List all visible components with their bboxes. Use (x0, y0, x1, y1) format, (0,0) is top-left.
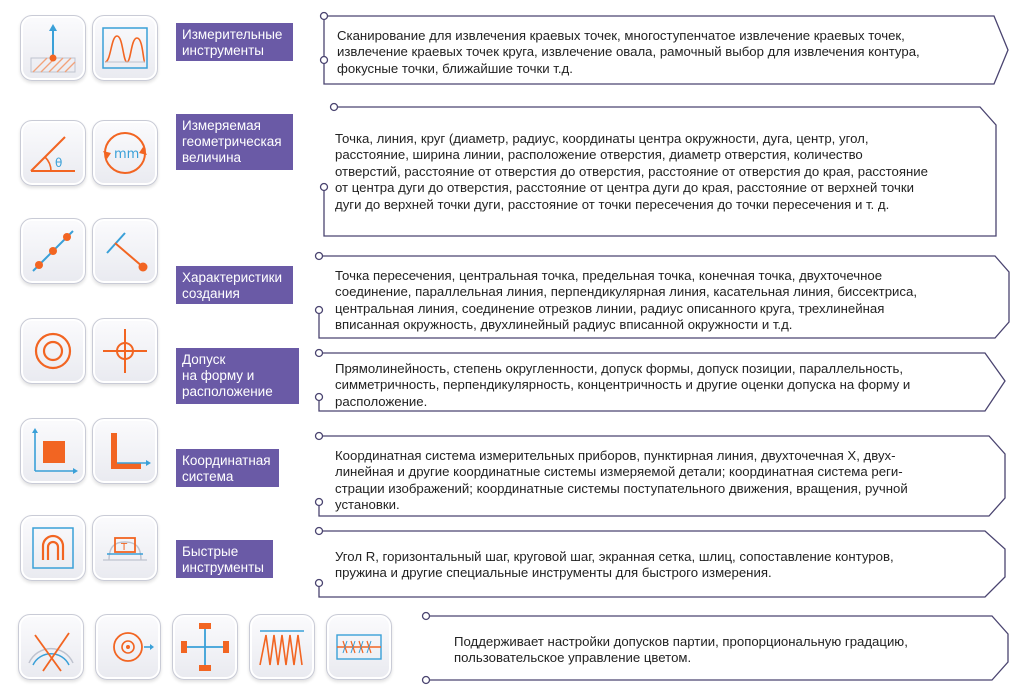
tile-r-angle[interactable] (20, 515, 86, 581)
svg-text:mm: mm (114, 147, 140, 162)
circle-target-icon (96, 615, 160, 679)
profile-scan-icon (93, 16, 157, 80)
line-points-icon (21, 219, 85, 283)
row-3-description (305, 250, 1012, 342)
slot-gauge-icon (93, 516, 157, 580)
tile-line-points[interactable] (20, 218, 86, 284)
angle-points-icon (93, 219, 157, 283)
cross-arrows-icon (173, 615, 237, 679)
row-5-text: Координатная система измерительных приборов, пунктирная линия, двухточечная X, двух- линейная и другие координатные системы измеряемой детали; координатная система реги- страции изображений; координатные системы поступательного движения, вращения, ручной установки. (335, 448, 908, 513)
row-3-label: Характеристики создания (176, 266, 293, 304)
tile-spring[interactable] (249, 614, 315, 680)
row-6-label: Быстрые инструменты (176, 540, 273, 578)
row-5-label: Координатная система (176, 449, 279, 487)
tile-edge-point[interactable] (20, 15, 86, 81)
row-4-text: Прямолинейность, степень округленности, допуск формы, допуск позиции, параллельность, симметричность, перпендикулярность, концентричность и другие оценки допуска на форму и расположение. (335, 361, 911, 409)
row-4-label: Допуск на форму и расположение (176, 348, 299, 404)
edge-point-icon (21, 16, 85, 80)
row-6-text: Угол R, горизонтальный шаг, круговой шаг, экранная сетка, шлиц, сопоставление контуров, пружина и другие специальные инструменты для быстрого измерения. (335, 549, 894, 581)
row-1-label: Измерительные инструменты (176, 23, 293, 61)
coordinate-square-icon (21, 419, 85, 483)
svg-text:θ: θ (55, 156, 63, 170)
row-5-description (305, 428, 1012, 520)
row-1-text: Сканирование для извлечения краевых точек, многоступенчатое извлечение краевых точек, извлечение краевых точек круга, извлечение овала, рамочный выбор для извлечения контура, фокусные точки, ближайшие точки т.д. (337, 28, 920, 76)
concentric-circle-icon (21, 319, 85, 383)
bottom-description (412, 610, 1012, 686)
svg-text:T: T (121, 542, 128, 553)
tile-angle-measure[interactable] (20, 120, 86, 186)
tile-cross-arrows[interactable] (172, 614, 238, 680)
row-4-description (305, 345, 1012, 417)
row-2-description (310, 95, 1012, 242)
spring-icon (250, 615, 314, 679)
crosshair-icon (93, 319, 157, 383)
row-3-text: Точка пересечения, центральная точка, предельная точка, конечная точка, двухточечное соединение, параллельная линия, перпендикулярная линия, касательная линия, биссектриса, центральная линия, соединение отрезков линии, радиус описанного круга, трехлинейная вписанная окружность, двухлинейный радиус вписанной окружности и т.д. (335, 268, 918, 333)
tile-mm-rotate[interactable] (92, 120, 158, 186)
angle-measure-icon (21, 121, 85, 185)
row-1-description (310, 10, 1012, 88)
pattern-grid-icon (327, 615, 391, 679)
row-2-text: Точка, линия, круг (диаметр, радиус, координаты центра окружности, дуга, центр, угол, расстояние, ширина линии, расположение отверстия, диаметр отверстия, количество отверстий, расстояние от отверстия до отверстия, расстояние от отверстия до края, расстояние от центра дуги до отверстия, расстояние от центра дуги до края, расстояние от верхней точки дуги до верхней точки дуги, расстояние от точки пересечения до точки пересечения и т. д. (335, 131, 928, 212)
tile-pattern-grid[interactable] (326, 614, 392, 680)
tile-angle-points[interactable] (92, 218, 158, 284)
tolerance-arc-icon (19, 615, 83, 679)
tile-tolerance-arc[interactable] (18, 614, 84, 680)
tile-circle-target[interactable] (95, 614, 161, 680)
bottom-text: Поддерживает настройки допусков партии, пропорциональную градацию, пользовательское управление цветом. (454, 634, 908, 666)
coordinate-l-icon (93, 419, 157, 483)
row-6-description (305, 525, 1012, 605)
tile-coordinate-l[interactable] (92, 418, 158, 484)
r-angle-icon (21, 516, 85, 580)
tile-coordinate-square[interactable] (20, 418, 86, 484)
tile-profile-scan[interactable] (92, 15, 158, 81)
row-2-label: Измеряемая геометрическая величина (176, 114, 293, 170)
tile-slot-gauge[interactable] (92, 515, 158, 581)
tile-concentric-circle[interactable] (20, 318, 86, 384)
mm-rotate-icon (93, 121, 157, 185)
tile-crosshair[interactable] (92, 318, 158, 384)
